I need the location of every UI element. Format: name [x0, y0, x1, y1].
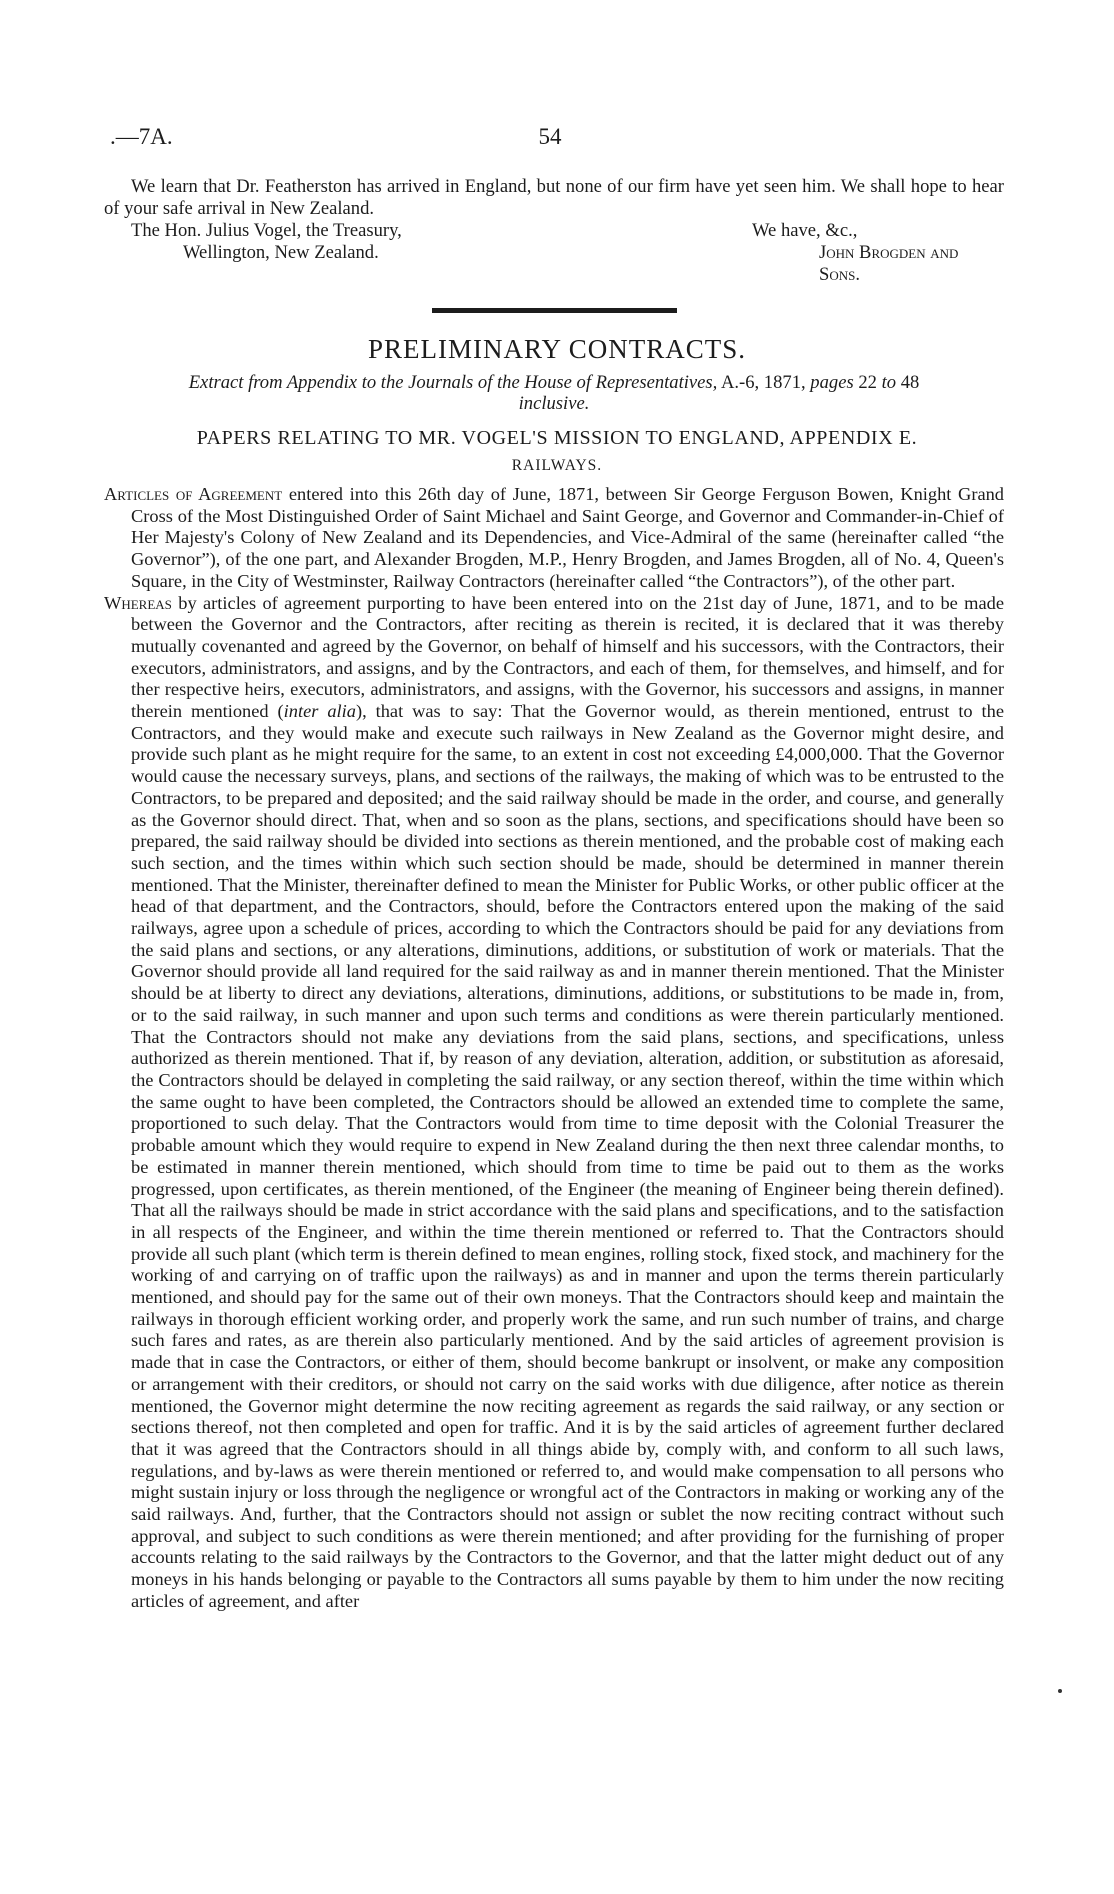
- extract-pages: 22: [853, 372, 882, 393]
- extract-italic-2: pages: [810, 372, 854, 393]
- whereas-paragraph: [104, 593, 1004, 1613]
- extract-note: [104, 372, 1004, 414]
- addressee-line-2: Wellington, New Zealand.: [183, 242, 379, 263]
- extract-line-2: inclusive.: [518, 393, 590, 414]
- extract-italic-3: to: [881, 372, 897, 393]
- addressee: [131, 220, 402, 264]
- section-divider: [432, 308, 677, 313]
- page-header: [110, 124, 990, 152]
- letter-end: [104, 176, 1004, 285]
- whereas-lead: Whereas: [104, 592, 172, 613]
- extract-end: 48: [896, 372, 920, 393]
- letter-sender: John Brogden and Sons.: [819, 242, 959, 285]
- signature-block: [104, 220, 1004, 285]
- agreement-text: entered into this 26th day of June, 1871, between Sir George Ferguson Bowen, Knight Grand Cross of the Most Distinguished Order of Saint Michael and Saint George, and Governor and Commander-in-Chief of Her Majesty's Colony of New Zealand and its Dependencies, and Vice-Admiral of the same (hereinafter called “the Governor”), of the one part, and Alexander Brogden, M.P., Henry Brogden, and James Brogden, all of No. 4, Queen's Square, in the City of Westminster, Railway Contractors (hereinafter called “the Contractors”), of the other part.: [131, 484, 1004, 591]
- agreement-body: [104, 484, 1004, 1613]
- extract-reference: A.-6, 1871,: [717, 372, 811, 393]
- margin-mark: [1058, 1689, 1062, 1693]
- railways-subheading: RAILWAYS.: [511, 457, 603, 474]
- agreement-lead: Articles of Agreement: [104, 484, 283, 504]
- extract-italic-1: Extract from Appendix to the Journals of the House of Representatives,: [188, 372, 718, 393]
- inter-alia: inter alia: [283, 701, 356, 722]
- whereas-text-1: by articles of agreement purporting to have been entered into on the 21st day of June, 1871, and to be made between the Governor and the Contractors, after reciting as therein is recited, it is declared that it was thereby mutually covenanted and agreed by the Governor, on behalf of himself and his successors, with the Contractors, their executors, administrators, and assigns, and by the Contractors, and each of them, for themselves, and himself, and for ther respective heirs, executors, administrators, and assigns, with the Governor, his successors and assigns, in manner therein mentioned (: [131, 592, 1004, 722]
- letter-closing: We have, &c.,: [752, 220, 858, 241]
- page-number: 54: [538, 124, 562, 149]
- papers-heading: PAPERS RELATING TO MR. VOGEL'S MISSION TO ENGLAND, APPENDIX E.: [196, 427, 918, 449]
- agreement-paragraph: [104, 484, 1004, 593]
- section-title: PRELIMINARY CONTRACTS.: [367, 334, 747, 364]
- addressee-line-1: The Hon. Julius Vogel, the Treasury,: [131, 220, 402, 241]
- document-reference: .—7A.: [110, 124, 173, 149]
- whereas-text-2: ), that was to say: That the Governor would, as therein mentioned, entrust to the Contractors, and they would make and execute such railways in New Zealand as the Governor might desire, and provide such plant as he might require for the same, to an extent in cost not exceeding £4,000,000. That the Governor would cause the necessary surveys, plans, and sections of the railways, the making of which was to be entrusted to the Contractors, to be prepared and deposited; and the said railway should be made in the order, and course, and generally as the Governor should direct. That, when and so soon as the plans, sections, and specifications should have been so prepared, the said railway should be divided into sections as therein mentioned, and the probable cost of making each such section, and the times within which such section should be made, should be determined in manner therein mentioned. That the Minister, thereinafter defined to mean the Minister for Public Works, or other public officer at the head of that department, and the Contractors, should, before the Contractors entered upon the making of the said railways, agree upon a schedule of prices, according to which the Contractors should be paid for any deviations from the said plans and sections, or any alterations, diminutions, additions, or substitution of work or materials. That the Governor should provide all land required for the said railway as and in manner therein mentioned. That the Minister should be at liberty to direct any deviations, alterations, diminutions, additions, or substitutions to be made in, from, or to the said railway, in such manner and upon such terms and conditions as were therein particularly mentioned. That the Contractors should not make any deviations from the said plans, sections, and specifications, unless authorized as therein mentioned. That if, by reason of any deviation, alteration, addition, or substitution as aforesaid, the Contractors should be delayed in completing the said railway, or any section thereof, within the time within which the same ought to have been completed, the Contractors should be allowed an extended time to complete the same, proportioned to such delay. That the Contractors would from time to time deposit with the Colonial Treasurer the probable amount which they would require to expend in New Zealand during the then next three calendar months, to be estimated in manner therein mentioned, which should from time to time be paid out to them as the works progressed, upon certificates, as therein mentioned, of the Engineer (the meaning of Engineer being therein defined). That all the railways should be made in strict accordance with the said plans and specifications, and to the satisfaction in all respects of the Engineer, and within the time therein mentioned or referred to. That the Contractors should provide all such plant (which term is therein defined to mean engines, rolling stock, fixed stock, and machinery for the working of and carrying on of traffic upon the railways) as and in manner and upon the terms therein particularly mentioned, and should pay for the same out of their own moneys. That the Contractors should keep and maintain the railways in thorough efficient working order, and properly work the same, and run such number of trains, and charge such fares and rates, as are therein also particularly mentioned. And by the said articles of agreement provision is made that in case the Contractors, or either of them, should become bankrupt or insolvent, or make any composition or arrangement with their creditors, or should not carry on the said works with due diligence, after notice as therein mentioned, the Governor might determine the now reciting agreement as regards the said railway, or any section or sections thereof, not then completed and open for traffic. And it is by the said articles of agreement further declared that it was agreed that the Contractors should in all things abide by, comply with, and conform to all such laws, regulations, and by-laws as were therein mentioned or referred to, and would make compensation to all persons who might sustain injury or loss through the negligence or wrongful act of the Contractors in making or working any of the said railways. And, further, that the Contractors should not assign or sublet the now reciting contract without such approval, and subject to such conditions as were therein mentioned; and after providing for the furnishing of proper accounts relating to the said railways by the Contractors to the Governor, and that the latter might deduct out of any moneys in his hands belonging or payable to the Contractors all sums payable by them to him under the now reciting articles of agreement, and after: [131, 701, 1005, 1611]
- letter-paragraph: We learn that Dr. Featherston has arrived in England, but none of our firm have yet seen him. We shall hope to hear of your safe arrival in New Zealand.: [104, 176, 1004, 219]
